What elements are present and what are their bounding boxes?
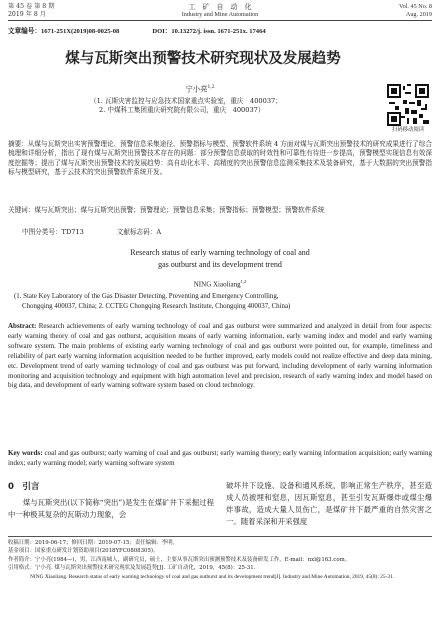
paper-title-cn: 煤与瓦斯突出预警技术研究现状及发展趋势 xyxy=(65,51,341,67)
author-affil-marker: 1,2 xyxy=(207,85,215,90)
affiliation-cn-2: 2. 中煤科工集团重庆研究院有限公司，重庆 400037） xyxy=(99,106,265,115)
affiliation-en-1: (1. State Key Laboratory of the Gas Disaster Detecting, Preventing and Emergency Controlling, xyxy=(14,293,279,300)
affiliation-en-2: Chongqing 400037, China; 2. CCTEG Chongqing Research Institute, Chongqing 400037, China) xyxy=(22,302,291,310)
volume-issue-en: Vol. 45 No. 8 xyxy=(398,3,432,10)
abstract-en xyxy=(8,322,432,391)
footnote-citation-en: NING Xiaoliang. Research status of early warning technology of coal and gas outburst and its development trend[J]. Industry and Mine Automation, 2019, 45(8): 25-31. xyxy=(30,573,395,580)
author-name-en: NING Xiaoliang xyxy=(193,280,241,289)
affiliation-cn-1: （1. 瓦斯灾害监控与应急技术国家重点实验室，重庆 400037； xyxy=(90,97,282,105)
paper-title-en-line1: Research status of early warning technology of coal and xyxy=(130,248,310,257)
abstract-en-label: Abstract: xyxy=(8,322,37,330)
author-en xyxy=(150,279,290,288)
article-number-doi: 文章编号：1671-251X(2019)08-0025-08 DOI：10.13272/j. issn. 1671-251x. 17464 xyxy=(8,28,266,35)
abstract-en-text: Research achievements of early warning technology of coal and gas outburst were summarized and analyzed in detail from four aspects: early warning theory of coal and gas outburst, acquisition means of early warning information, early warning index and model and early warning software system. The main problems of existing early warning technology of coal and gas outburst were pointed out, for example, timeliness and reliability of part early warning information acquisition needed to be further improved, early models could not realize effective and deep data mining, etc. Development trend of early warning technology of coal and gas outburst was put forward, including development of early warning information monitoring and acquisition technology and equipment with high automation level and precision, research of early warning index and model based on big data, and development of early warning software system based on cloud technology. xyxy=(8,322,432,390)
clc-number: 中图分类号：TD713 文献标志码：A xyxy=(22,228,162,236)
keywords-cn: 关键词：煤与瓦斯突出；煤与瓦斯突出预警；预警理论；预警信息采集；预警指标；预警模型；预警软件系统 xyxy=(8,206,325,214)
keywords-en xyxy=(8,449,432,469)
body-column-right: 破坏井下设施、设备和通风系统，影响正常生产秩序，甚至造成人员被埋和窒息，因瓦斯窒息，甚至引发瓦斯爆炸或煤尘爆炸事故，造成大量人员伤亡，是煤矿井下最严重的自然灾害之一。随着采深和开采强度 xyxy=(226,481,432,526)
body-column-left: 煤与瓦斯突出(以下简称“突出”)是发生在煤矿井下采掘过程中一种极其复杂的瓦斯动力现象，会 xyxy=(8,498,214,519)
footnote-received: 收稿日期：2019-06-17；修回日期：2019-07-15；责任编辑：李明。 xyxy=(8,540,178,546)
section-heading-introduction: 0 引言 xyxy=(8,482,40,492)
keywords-en-label: Key words: xyxy=(8,449,43,457)
affiliations-en xyxy=(14,292,434,311)
issue-date: 2019 年 8 月 xyxy=(8,11,46,18)
footnotes xyxy=(8,539,432,581)
qr-code-icon[interactable] xyxy=(387,84,429,126)
paper-title-en-line2: gas outburst and its development trend xyxy=(158,260,282,269)
header-rule xyxy=(8,20,432,21)
journal-name-en: Industry and Mine Automation xyxy=(181,11,259,18)
journal-volume-info xyxy=(8,3,54,19)
issue-date-en: Aug. 2019 xyxy=(405,11,432,18)
author-cn xyxy=(150,83,250,94)
journal-name-cn: 工 矿 自 动 化 xyxy=(188,3,252,11)
footnote-funding: 基金项目：国家重点研发计划资助项目(2018YFC0808305)。 xyxy=(8,548,159,555)
footnote-citation-cn: 引用格式：宁小亮. 煤与瓦斯突出预警技术研究现状及发展趋势[J]. 工矿自动化，2019，45(8)：25-31. xyxy=(8,565,256,572)
footnote-author-bio: 作者简介：宁小亮(1984—)，男，江西南城人，副研究员，硕士，主要从事瓦斯突出预测预警技术及装备研发工作，E-mail：nxl@163.com。 xyxy=(8,556,351,563)
author-en-affil-marker: 1,2 xyxy=(240,279,247,284)
qr-caption: 扫码移动阅读 xyxy=(391,127,425,133)
footnote-rule xyxy=(8,536,432,537)
volume-issue: 第 45 卷 第 8 期 xyxy=(8,3,55,10)
abstract-cn: 摘要：从煤与瓦斯突出实害预警理论、预警信息采集途径、预警指标与模型、预警软件系统 4 方面对煤与瓦斯突出预警技术的研究成果进行了综合梳理和详细分析，指出了现有煤与瓦斯突出预警技术存在的问题：部分预警信息获取的时效性和可靠性有待进一步提高，预警模型实现信息有效深度挖掘等；提出了煤与瓦斯突出预警技术的发展趋势：高自动化水平、高精度的突出预警信息监测采集技术及装备研究，基于大数据的突出预警指标与模型研究，基于云技术的突出预警软件系统开发。 xyxy=(8,140,432,177)
journal-volume-info-en xyxy=(399,3,432,19)
paper-title-en xyxy=(40,247,400,271)
affiliations-cn xyxy=(90,97,360,116)
keywords-en-text: coal and gas outburst; early warning of coal and gas outburst; early warning theory; early warning information acquisition; early warning index; early warning model; early warning software system xyxy=(8,449,432,467)
journal-name xyxy=(120,3,320,19)
author-name-cn: 宁小亮 xyxy=(185,84,208,94)
qr-code-block[interactable] xyxy=(382,84,434,134)
